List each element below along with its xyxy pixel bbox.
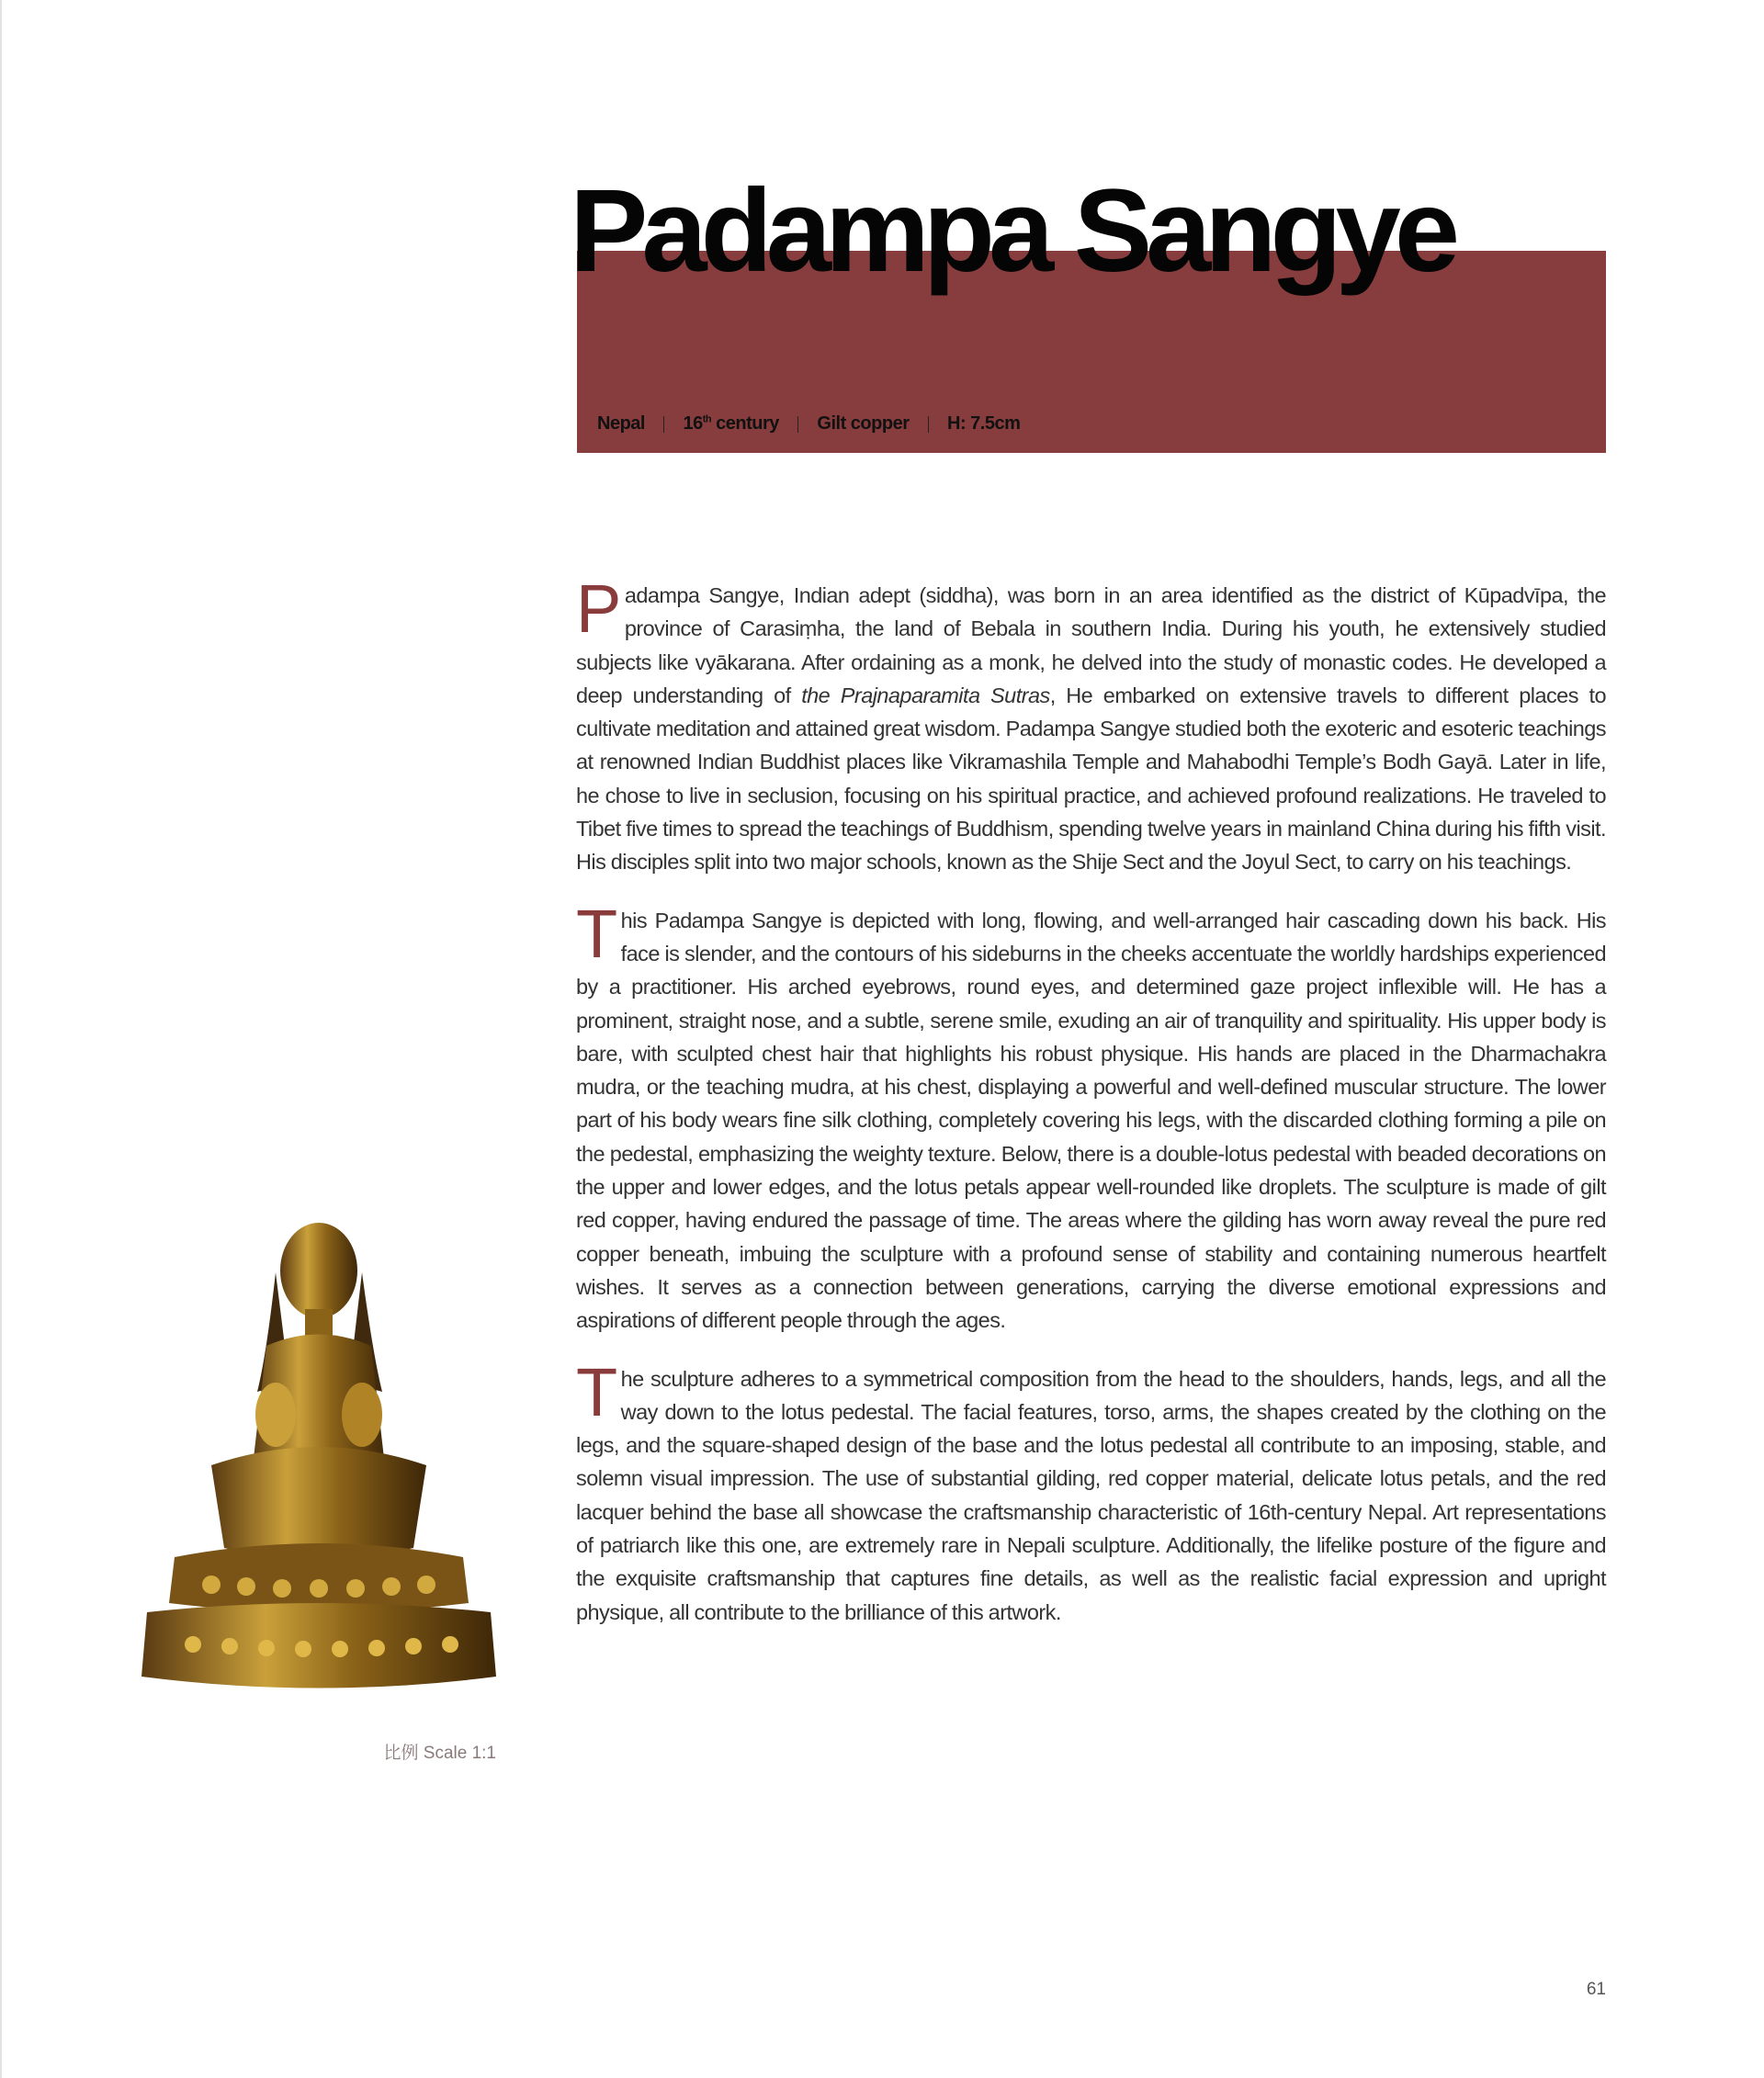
statue-head — [280, 1223, 357, 1318]
paragraph-3 — [576, 1353, 1606, 1629]
statue-legs — [211, 1447, 426, 1560]
meta-divider — [663, 416, 665, 433]
artwork-meta — [597, 413, 1020, 435]
century-word: century — [716, 413, 779, 434]
paragraph-text: , He embarked on extensive travels to different places to cultivate meditation and attained great wisdom. Padampa Sangye studied both the exoteric and esoteric teachings at renowned Indian Buddhist places like Vikramashila Temple and Mahabodhi Temple’s Bodh Gayā. Later in life, he chose to live in seclusion, focusing on his spiritual practice, and achieved profound realizations. He traveled to Tibet five times to spread the teachings of Buddhism, spending twelve years in mainland China during his fifth visit. His disciples split into two major schools, known as the Shije Sect and the Joyul Sect, to carry on his teachings. — [576, 683, 1606, 875]
century-suffix: th — [702, 413, 712, 425]
page-title: Padampa Sangye — [570, 165, 1453, 297]
meta-material: Gilt copper — [817, 413, 910, 434]
meta-divider — [797, 416, 799, 433]
meta-century — [683, 413, 778, 435]
page-edge — [0, 0, 2, 2078]
article-body — [576, 570, 1606, 1654]
century-number: 16 — [683, 413, 703, 434]
page-number: 61 — [1586, 1980, 1606, 1999]
paragraph-1 — [576, 570, 1606, 879]
meta-divider — [928, 416, 930, 433]
paragraph-text: adampa Sangye, Indian adept (siddha), was born in an area identified as the district of Kūpadvīpa, the province of Carasiṃha, the land of Bebala in southern India. During his youth, he extensively studied subjects like vyākarana. After ordaining as a monk, he delved into the study of monastic codes. He developed a deep understanding of — [576, 583, 1606, 707]
paragraph-text: he sculpture adheres to a symmetrical composition from the head to the shoulders, hands, legs, and all the way down to the lotus pedestal. The facial features, torso, arms, the shapes created by the clothing on the legs, and the square-shaped design of the base and the lotus pedestal all contribute to an imposing, stable, and solemn visual impression. The use of substantial gilding, red copper material, delicate lotus petals, and the red lacquer behind the base all showcase the craftsmanship characteristic of 16th-century Nepal. Art representations of patriarch like this one, are extremely rare in Nepali sculpture. Additionally, the lifelike posture of the figure and the exquisite craftsmanship that captures fine details, as well as the realistic facial expression and upright physique, all contribute to the brilliance of this artwork. — [576, 1366, 1606, 1624]
drop-cap: T — [576, 895, 617, 972]
drop-cap: P — [576, 570, 621, 647]
italic-title: the Prajnaparamita Sutras — [801, 683, 1050, 707]
paragraph-2 — [576, 895, 1606, 1338]
figure-caption: 比例 Scale 1:1 — [383, 1744, 496, 1763]
meta-origin: Nepal — [597, 413, 645, 434]
drop-cap: T — [576, 1353, 617, 1430]
statue-photo — [138, 1217, 505, 1704]
paragraph-text: his Padampa Sangye is depicted with long, flowing, and well-arranged hair cascading down his back. His face is slender, and the contours of his sideburns in the cheeks accentuate the worldly hardships experienced by a practitioner. His arched eyebrows, round eyes, and determined gaze project inflexible will. He has a prominent, straight nose, and a subtle, serene smile, exuding an air of tranquility and spirituality. His upper body is bare, with sculpted chest hair that highlights his robust physique. His hands are placed in the Dharmachakra mudra, or the teaching mudra, at his chest, displaying a powerful and well-defined muscular structure. The lower part of his body wears fine silk clothing, completely covering his legs, with the discarded clothing forming a pile on the pedestal, emphasizing the weighty texture. Below, there is a double-lotus pedestal with beaded decorations on the upper and lower edges, and the lotus petals appear well-rounded like droplets. The sculpture is made of gilt red copper, having endured the passage of time. The areas where the gilding has worn away reveal the pure red copper beneath, imbuing the sculpture with a profound sense of stability and containing numerous heartfelt wishes. It serves as a connection between generations, carrying the diverse emotional expressions and aspirations of different people through the ages. — [576, 908, 1606, 1333]
meta-height: H: 7.5cm — [947, 413, 1021, 434]
